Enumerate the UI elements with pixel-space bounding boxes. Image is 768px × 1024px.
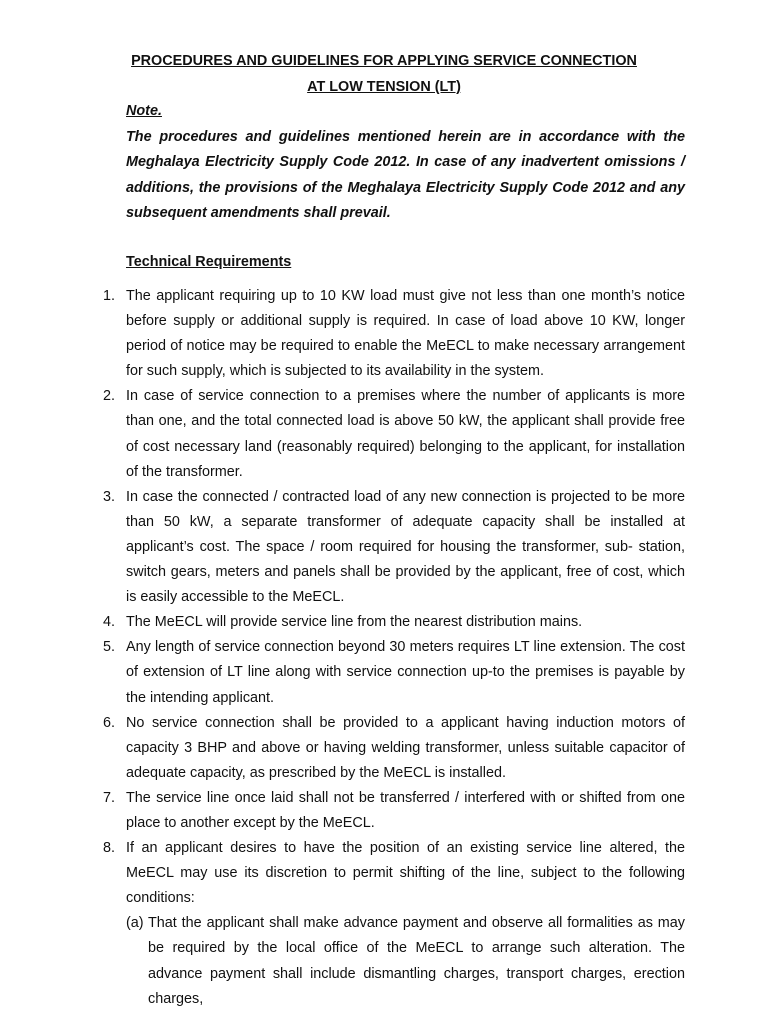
list-item [103,836,685,911]
note-text: The procedures and guidelines mentioned herein are in accordance with the Meghalaya Electricity Supply Code 2012. In case of any inadvertent omissions / additions, the provisions of the Meghalaya Electricity Supply Code 2012 and any subsequent amendments shall prevail. [126,129,685,221]
list-item-number: 8. [103,840,116,857]
list-item [103,711,685,786]
list-item-text: No service connection shall be provided to a applicant having induction motors of capacity 3 BHP and above or having welding transformer, unless suitable capacitor of adequate capacity, as prescribed by the MeECL is installed. [126,714,685,781]
document-title-line-2: AT LOW TENSION (LT) [307,79,461,95]
document-title-line-1: PROCEDURES AND GUIDELINES FOR APPLYING SERVICE CONNECTION [131,53,637,69]
list-item-number: 7. [103,789,116,806]
list-item [103,786,685,836]
list-item [103,610,685,635]
sub-list-item [126,911,685,1011]
sub-list-item-number: (a) [126,915,144,932]
list-item-text: In case of service connection to a premises where the number of applicants is more than one, and the total connected load is above 50 kW, the applicant shall provide free of cost necessary land (reasonably required) belonging to the applicant, for installation of the transformer. [126,388,685,480]
list-item [103,284,685,384]
sub-list-item-text: That the applicant shall make advance payment and observe all formalities as may be required by the local office of the MeECL to arrange such alteration. The advance payment shall include dismantling charges, transport charges, erection charges, [148,915,685,1007]
list-item-number: 2. [103,388,116,405]
list-item [103,485,685,610]
list-item-number: 6. [103,714,116,731]
list-item [103,635,685,710]
list-item-text: If an applicant desires to have the position of an existing service line altered, the MeECL may use its discretion to permit shifting of the line, subject to the following conditions: [126,840,685,907]
requirements-list [103,284,685,1012]
list-item-text: In case the connected / contracted load of any new connection is projected to be more than 50 kW, a separate transformer of adequate capacity shall be installed at applicant’s cost. The space / room required for housing the transformer, sub- station, switch gears, meters and panels shall be provided by the applicant, free of cost, which is easily accessible to the MeECL. [126,488,685,606]
list-item-number: 5. [103,639,116,656]
list-item-text: The applicant requiring up to 10 KW load must give not less than one month’s notice before supply or additional supply is required. In case of load above 10 KW, longer period of notice may be required to enable the MeECL to make necessary arrangement for such supply, which is subjected to its availability in the system. [126,288,685,380]
list-item-number: 3. [103,488,116,505]
section-heading-technical-requirements: Technical Requirements [126,254,292,270]
list-item-number: 4. [103,614,116,631]
list-item-text: The MeECL will provide service line from the nearest distribution mains. [126,614,583,631]
list-item [103,384,685,484]
note-label: Note. [126,103,162,119]
list-item-text: The service line once laid shall not be transferred / interfered with or shifted from one place to another except by the MeECL. [126,789,685,831]
list-item-text: Any length of service connection beyond 30 meters requires LT line extension. The cost of extension of LT line along with service connection up-to the premises is payable by the intending applicant. [126,639,685,706]
list-item-number: 1. [103,288,116,304]
